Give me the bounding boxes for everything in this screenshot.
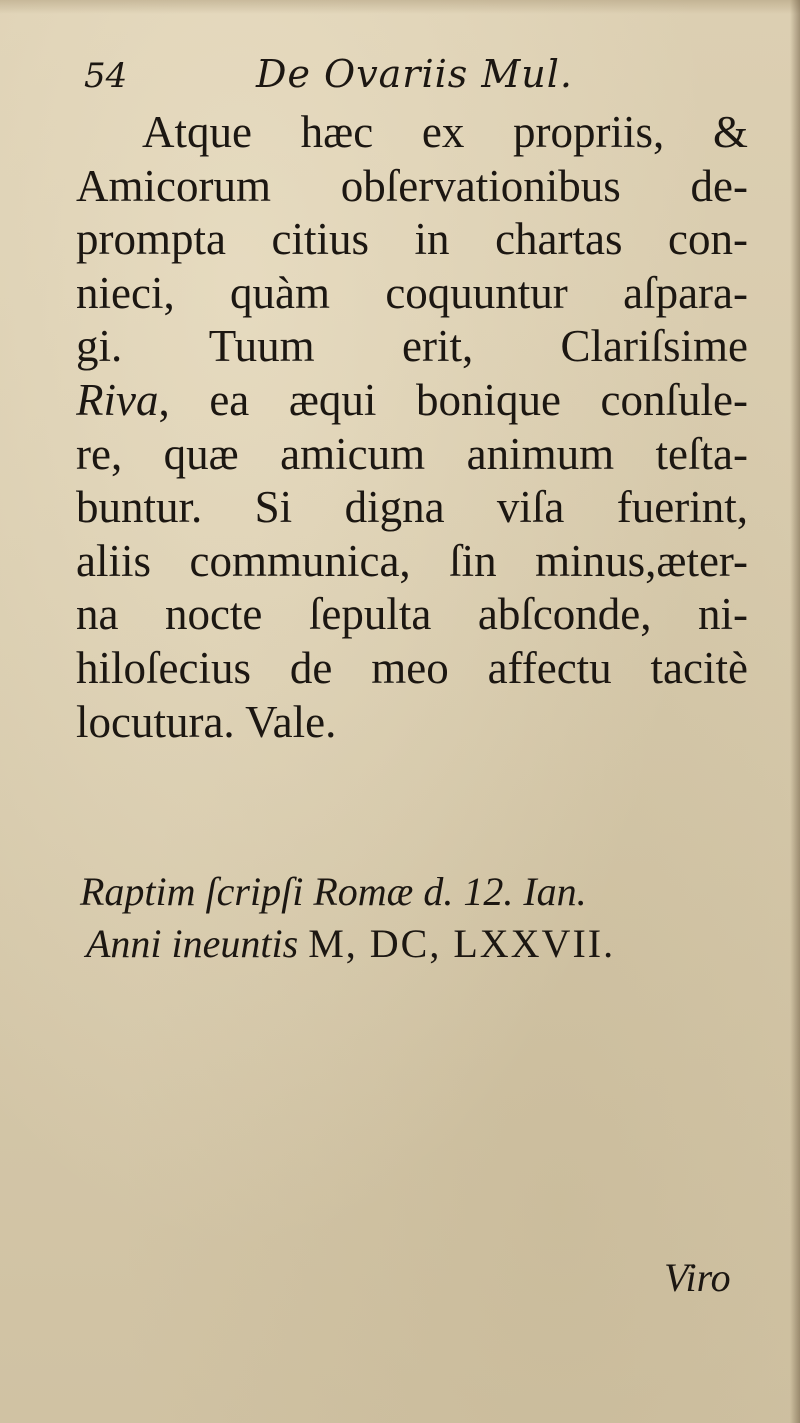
dateline-year-numeral: M, DC, LXXVII. [308, 921, 616, 966]
text-line: buntur. Si digna viſa fuerint, [76, 482, 748, 533]
page-top-shadow [0, 0, 800, 14]
text-line: gi. Tuum erit, Clariſsime [76, 321, 748, 372]
text-line: na nocte ſepulta abſconde, ni- [76, 589, 748, 640]
running-head: De Ovariis Mul. [256, 52, 573, 96]
body-text [76, 106, 748, 749]
dateline-year [80, 918, 740, 970]
name-riva: Riva [76, 374, 159, 425]
catchword: Viro [664, 1255, 731, 1300]
text-line: Riva, ea æqui bonique conſule- [76, 374, 748, 425]
text-line: Atque hæc ex propriis, & [142, 107, 748, 157]
page-header [84, 52, 644, 104]
text-line: re, quæ amicum animum teſta- [76, 428, 748, 479]
text-line: Amicorum obſervationibus de- [76, 160, 748, 211]
dateline [80, 866, 740, 970]
text-line: prompta citius in chartas con- [76, 214, 748, 265]
dateline-year-label: Anni ineuntis [86, 921, 299, 966]
text-line: aliis communica, ſin minus,æter- [76, 535, 748, 586]
text-line: locutura. Vale. [76, 696, 337, 747]
page-right-shadow [790, 0, 800, 1423]
dateline-place-date: Raptim ſcripſi Romæ d. 12. Ian. [80, 869, 587, 914]
text-line: nieci, quàm coquuntur aſpara- [76, 267, 748, 318]
page-number: 54 [84, 56, 128, 96]
text-line: hiloſecius de meo affectu tacitè [76, 642, 748, 693]
